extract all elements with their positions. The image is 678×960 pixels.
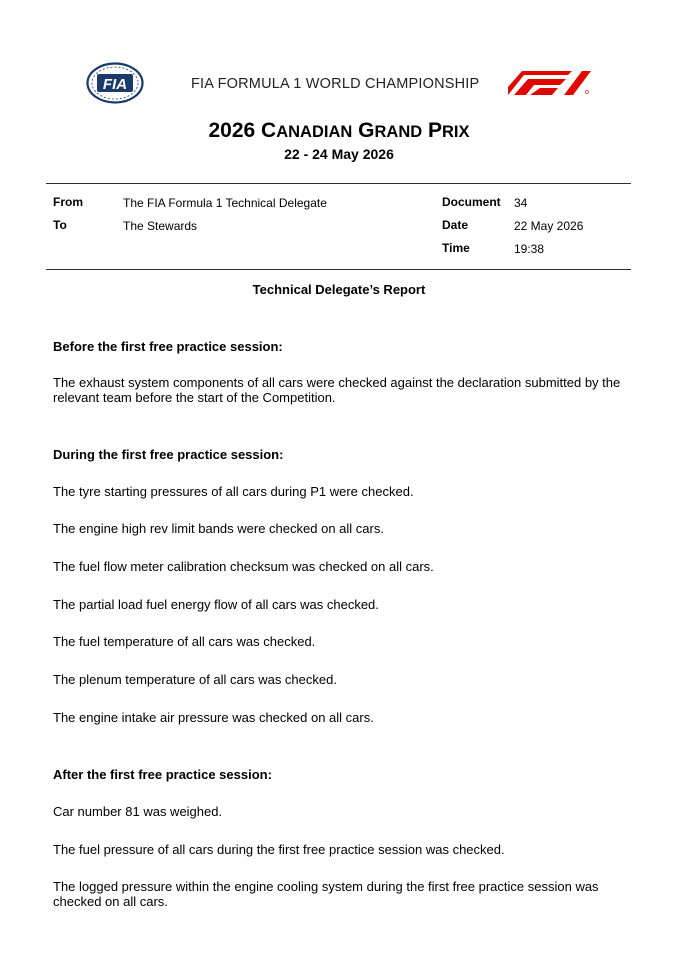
time-label: Time xyxy=(442,241,470,255)
paragraph: The engine high rev limit bands were checked on all cars. xyxy=(53,521,384,536)
to-value: The Stewards xyxy=(123,219,198,233)
title-word1-initial: C xyxy=(261,119,277,142)
event-title xyxy=(0,119,678,143)
paragraph: The plenum temperature of all cars was checked. xyxy=(53,672,337,687)
paragraph: The partial load fuel energy flow of all cars was checked. xyxy=(53,597,379,612)
to-label: To xyxy=(53,218,67,232)
title-word2-rest: RAND xyxy=(374,123,423,141)
from-value: The FIA Formula 1 Technical Delegate xyxy=(123,196,327,210)
date-label: Date xyxy=(442,218,469,232)
title-word3-initial: P xyxy=(428,119,443,142)
championship-name: FIA FORMULA 1 WORLD CHAMPIONSHIP xyxy=(191,76,480,92)
title-word2-initial: G xyxy=(358,119,375,142)
f1-logo xyxy=(508,71,591,95)
paragraph: The fuel temperature of all cars was checked. xyxy=(53,634,316,649)
document-label: Document xyxy=(442,195,501,209)
section-heading: During the first free practice session: xyxy=(53,447,284,462)
paragraph: The engine intake air pressure was checked on all cars. xyxy=(53,710,374,725)
paragraph: The fuel pressure of all cars during the first free practice session was checked. xyxy=(53,842,505,857)
paragraph: The exhaust system components of all cars were checked against the declaration submitted by the relevant team before the start of the Competition. xyxy=(53,375,621,405)
time-value: 19:38 xyxy=(514,242,545,256)
title-year: 2026 xyxy=(208,119,256,142)
section-heading: Before the first free practice session: xyxy=(53,339,283,354)
document-value: 34 xyxy=(514,196,528,210)
paragraph: The logged pressure within the engine cooling system during the first free practice session was checked on all cars. xyxy=(53,879,599,909)
paragraph: Car number 81 was weighed. xyxy=(53,804,223,819)
title-word3-rest: RIX xyxy=(442,123,470,141)
fia-logo xyxy=(86,62,144,104)
fia-logo-text: FIA xyxy=(102,76,128,93)
from-label: From xyxy=(53,195,83,209)
section-heading: After the first free practice session: xyxy=(53,767,272,782)
report-title: Technical Delegate’s Report xyxy=(252,282,426,297)
date-value: 22 May 2026 xyxy=(514,219,584,233)
event-dates: 22 - 24 May 2026 xyxy=(284,146,394,162)
paragraph: The fuel flow meter calibration checksum was checked on all cars. xyxy=(53,559,434,574)
divider-top xyxy=(46,183,631,184)
divider-bottom xyxy=(46,269,631,270)
paragraph: The tyre starting pressures of all cars during P1 were checked. xyxy=(53,484,414,499)
title-word1-rest: ANADIAN xyxy=(276,123,353,141)
